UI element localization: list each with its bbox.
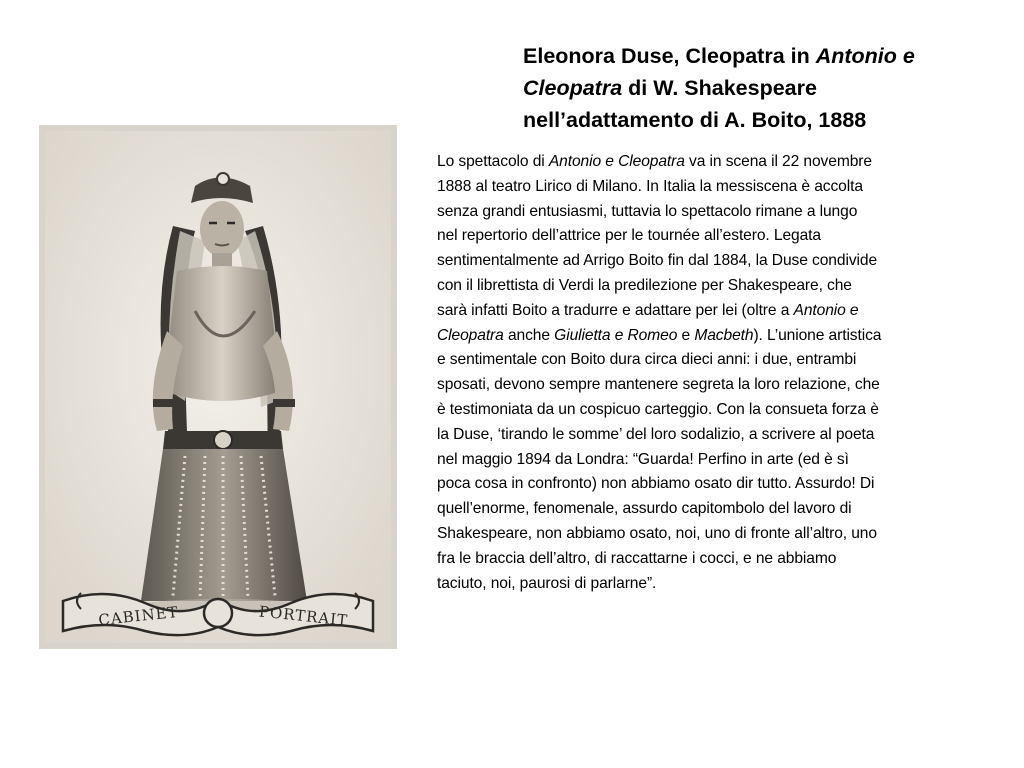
body-line: nel repertorio dell’attrice per le tournée all’estero. Legata xyxy=(437,227,821,245)
slide-title xyxy=(523,40,993,136)
body-line: sposati, devono sempre mantenere segreta la loro relazione, che xyxy=(437,376,880,394)
bracelet-right xyxy=(273,399,295,407)
title-line-1: Eleonora Duse, Cleopatra in Antonio e xyxy=(523,44,915,68)
body-line: sentimentalmente ad Arrigo Boito fin dal 1884, la Duse condivide xyxy=(437,252,878,270)
body-line: fra le braccia dell’altro, di raccattarne i cocci, e ne abbiamo xyxy=(437,549,837,567)
plaque-label-left: CABINET xyxy=(97,602,180,630)
body-line: quell’enorme, fenomenale, assurdo capitombolo del lavoro di xyxy=(437,500,852,518)
portrait-illustration xyxy=(45,131,391,643)
bracelet-left xyxy=(153,399,175,407)
plaque-label-right: PORTRAIT xyxy=(258,602,349,630)
title-line-3: nell’adattamento di A. Boito, 1888 xyxy=(523,108,867,132)
body-line: poca cosa in confronto) non abbiamo osato dir tutto. Assurdo! Di xyxy=(437,475,875,493)
body-line: Cleopatra anche Giulietta e Romeo e Macbeth). L’unione artistica xyxy=(437,326,882,344)
body-line: la Duse, ‘tirando le somme’ del loro sodalizio, a scrivere al poeta xyxy=(437,425,875,443)
body-line: con il librettista di Verdi la predilezione per Shakespeare, che xyxy=(437,276,852,294)
body-line: Shakespeare, non abbiamo osato, noi, uno di fronte all’altro, uno xyxy=(437,524,877,542)
body-line: nel maggio 1894 da Londra: “Guarda! Perfino in arte (ed è sì xyxy=(437,450,849,468)
belt-clasp xyxy=(214,431,232,449)
body-line: sarà infatti Boito a tradurre e adattare per lei (oltre a Antonio e xyxy=(437,301,859,319)
title-line-2: Cleopatra di W. Shakespeare xyxy=(523,76,817,100)
plaque-medallion xyxy=(204,599,232,627)
body-line: e sentimentale con Boito dura circa dieci anni: i due, entrambi xyxy=(437,351,857,369)
slide-body-text xyxy=(437,150,989,596)
body-line: è testimoniata da un cospicuo carteggio. Con la consueta forza è xyxy=(437,400,879,418)
robe-torso xyxy=(163,266,281,401)
body-line: 1888 al teatro Lirico di Milano. In Italia la messiscena è accolta xyxy=(437,177,863,195)
headdress-jewel xyxy=(217,173,229,185)
portrait-photo-frame xyxy=(39,125,397,649)
body-line: senza grandi entusiasmi, tuttavia lo spettacolo rimane a lungo xyxy=(437,202,858,220)
body-line: Lo spettacolo di Antonio e Cleopatra va in scena il 22 novembre xyxy=(437,153,872,170)
face xyxy=(200,201,244,257)
cabinet-portrait-photo xyxy=(45,131,391,643)
skirt xyxy=(141,449,307,601)
body-line: taciuto, noi, paurosi di parlarne”. xyxy=(437,574,657,592)
